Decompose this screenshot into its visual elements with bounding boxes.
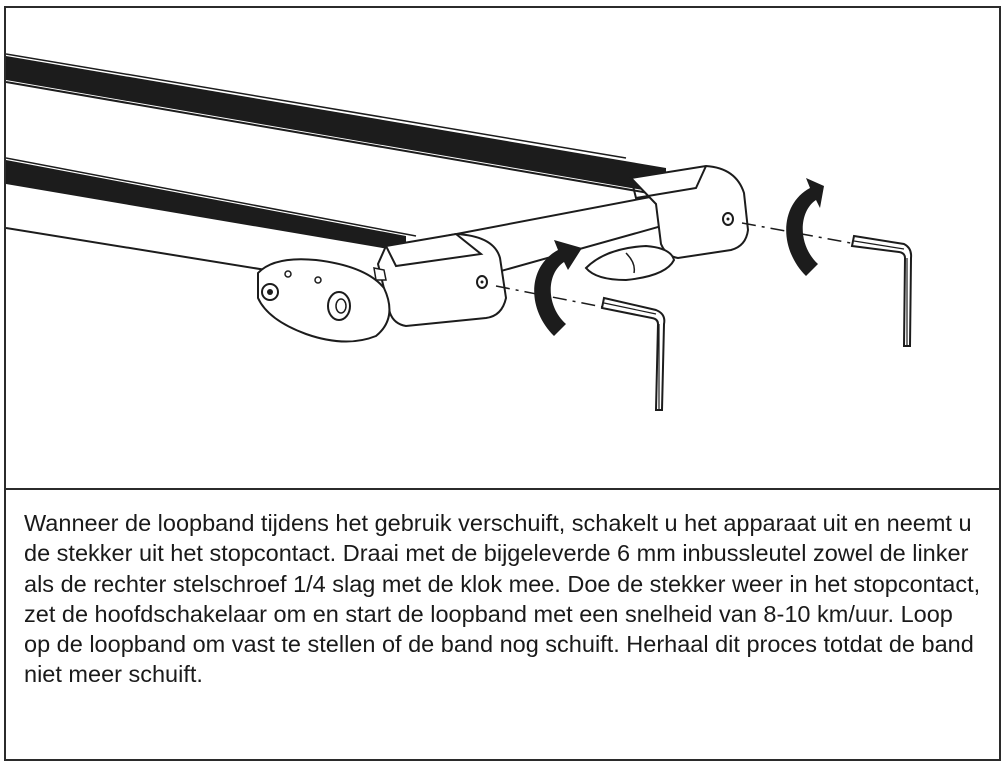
rear-belt-rail	[6, 54, 666, 196]
manual-panel	[4, 6, 1001, 761]
instruction-text: Wanneer de loopband tijdens het gebruik verschuift, schakelt u het apparaat uit en neemt u de stekker uit het stopcontact. Draai met de bijgeleverde 6 mm inbussleutel zowel de linker als de rechter stelschroef 1/4 slag met de klok mee. Doe de stekker weer in het stopcontact, zet de hoofdschakelaar om en start de loopband met een snelheid van 8-10 km/uur. Loop op de loopband om vast te stellen of de band nog schuift. Herhaal dit proces totdat de band niet meer schuift.	[24, 510, 981, 688]
right-foot	[586, 246, 674, 280]
left-side-plate	[258, 259, 389, 341]
left-end-cap	[374, 234, 506, 326]
allen-key-icon	[852, 236, 911, 346]
rotate-clockwise-arrow-icon	[786, 178, 824, 276]
allen-key-icon	[602, 298, 664, 410]
front-belt-rail	[6, 158, 416, 270]
treadmill-frame-icon	[6, 8, 999, 488]
adjustment-illustration	[6, 8, 999, 490]
